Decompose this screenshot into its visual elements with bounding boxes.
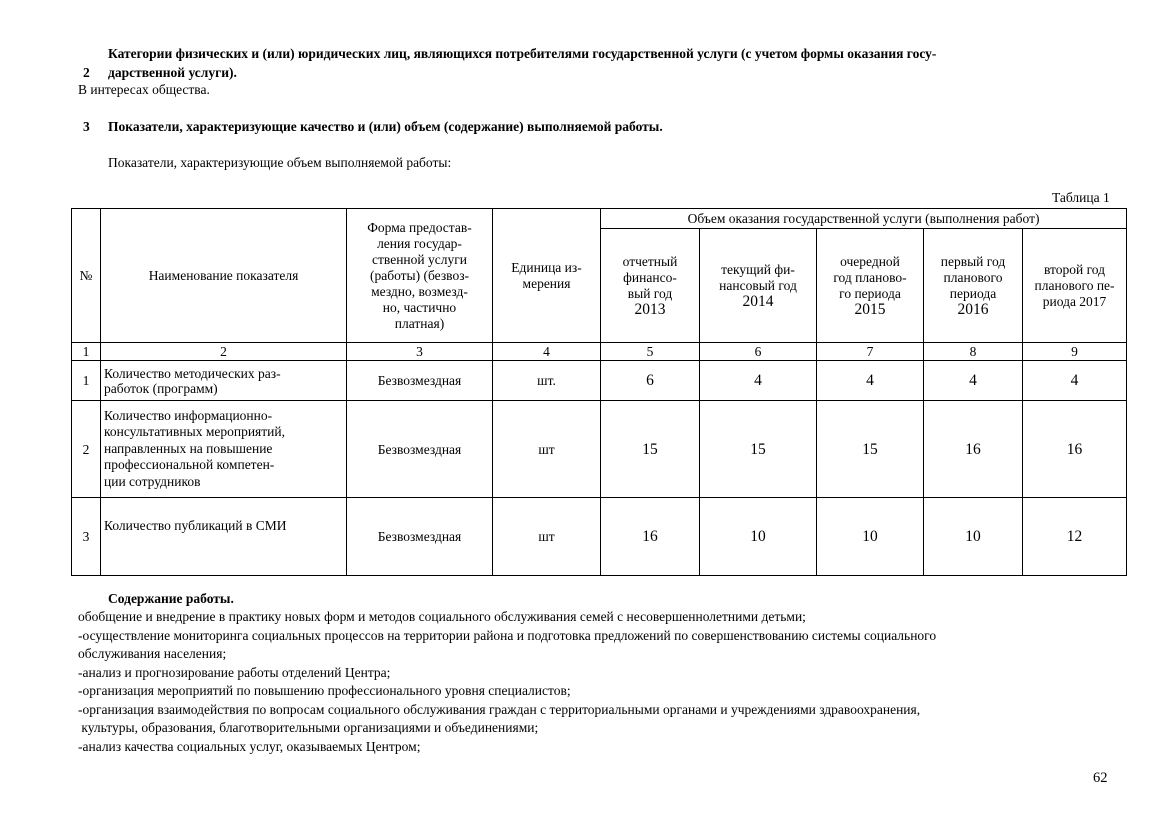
row-value: 16 xyxy=(601,498,700,576)
row-value: 10 xyxy=(817,498,924,576)
content-line: -организация мероприятий по повышению профессионального уровня специалистов; xyxy=(78,683,571,698)
col-number: 1 xyxy=(72,343,101,361)
col-number: 5 xyxy=(601,343,700,361)
indicators-table xyxy=(71,208,1127,576)
section2-heading-line1: Категории физических и (или) юридических лиц, являющихся потребителями государственной услуги (с учетом формы оказания госу- xyxy=(108,46,937,61)
row-value: 4 xyxy=(1023,361,1127,401)
header-volume: Объем оказания государственной услуги (выполнения работ) xyxy=(601,209,1127,229)
table-row xyxy=(72,361,1127,401)
section2-number: 2 xyxy=(83,65,90,80)
header-num: № xyxy=(72,209,101,343)
header-year-4: первый год планового периода 2016 xyxy=(924,229,1023,343)
row-num: 1 xyxy=(72,361,101,401)
table-row xyxy=(72,401,1127,498)
table-row xyxy=(72,498,1127,576)
section2-heading-line2: дарственной услуги). xyxy=(108,65,237,80)
row-form: Безвозмездная xyxy=(347,361,493,401)
row-form: Безвозмездная xyxy=(347,498,493,576)
row-value: 4 xyxy=(700,361,817,401)
header-year-1: отчетный финансо- вый год 2013 xyxy=(601,229,700,343)
section3-heading: Показатели, характеризующие качество и (или) объем (содержание) выполняемой работы. xyxy=(108,119,663,134)
row-value: 16 xyxy=(924,401,1023,498)
header-form: Форма предостав- ления государ- ственной услуги (работы) (безвоз- мездно, возмезд- но, частично платная) xyxy=(347,209,493,343)
row-unit: шт xyxy=(493,401,601,498)
row-value: 16 xyxy=(1023,401,1127,498)
content-heading: Содержание работы. xyxy=(108,591,234,606)
header-year-2: текущий фи- нансовый год 2014 xyxy=(700,229,817,343)
row-value: 10 xyxy=(700,498,817,576)
header-name: Наименование показателя xyxy=(101,209,347,343)
content-line: культуры, образования, благотворительными организациями и объединениями; xyxy=(78,720,539,735)
table-caption: Таблица 1 xyxy=(1052,190,1110,205)
col-number: 3 xyxy=(347,343,493,361)
row-value: 12 xyxy=(1023,498,1127,576)
content-line: -анализ качества социальных услуг, оказываемых Центром; xyxy=(78,738,421,754)
content-line: обобщение и внедрение в практику новых форм и методов социального обслуживания семей с несовершеннолетними детьми; xyxy=(78,609,806,624)
header-year-5: второй год планового пе- риода 2017 xyxy=(1023,229,1127,343)
header-year-3: очередной год планово- го периода 2015 xyxy=(817,229,924,343)
row-num: 3 xyxy=(72,498,101,576)
content-line: -анализ и прогнозирование работы отделений Центра; xyxy=(78,664,391,680)
row-value: 4 xyxy=(924,361,1023,401)
content-line: обслуживания населения; xyxy=(78,646,227,661)
col-number: 9 xyxy=(1023,343,1127,361)
row-value: 4 xyxy=(817,361,924,401)
section2-heading xyxy=(108,44,936,82)
row-value: 6 xyxy=(601,361,700,401)
row-value: 15 xyxy=(817,401,924,498)
column-numbers-row xyxy=(72,343,1127,361)
section3-subheading: Показатели, характеризующие объем выполняемой работы: xyxy=(108,155,452,170)
row-value: 10 xyxy=(924,498,1023,576)
table-header-row xyxy=(72,209,1127,229)
section3-number: 3 xyxy=(83,119,90,134)
row-value: 15 xyxy=(700,401,817,498)
row-value: 15 xyxy=(601,401,700,498)
col-number: 2 xyxy=(101,343,347,361)
header-unit: Единица из- мерения xyxy=(493,209,601,343)
row-unit: шт xyxy=(493,498,601,576)
row-form: Безвозмездная xyxy=(347,401,493,498)
content-line: -осуществление мониторинга социальных процессов на территории района и подготовка предложений по совершенствованию системы социального xyxy=(78,627,937,643)
row-unit: шт. xyxy=(493,361,601,401)
col-number: 4 xyxy=(493,343,601,361)
content-list xyxy=(78,608,936,756)
section2-text: В интересах общества. xyxy=(78,82,210,97)
col-number: 7 xyxy=(817,343,924,361)
page-number: 62 xyxy=(1093,770,1108,786)
row-name: Количество информационно- консультативных мероприятий, направленных на повышение профессиональной компетен- ции сотрудников xyxy=(101,401,347,498)
content-line: -организация взаимодействия по вопросам социального обслуживания граждан с территориальными органами и учреждениями здравоохранения, xyxy=(78,701,921,717)
row-name: Количество методических раз- работок (программ) xyxy=(101,361,347,401)
row-num: 2 xyxy=(72,401,101,498)
row-name: Количество публикаций в СМИ xyxy=(101,498,347,576)
col-number: 8 xyxy=(924,343,1023,361)
col-number: 6 xyxy=(700,343,817,361)
